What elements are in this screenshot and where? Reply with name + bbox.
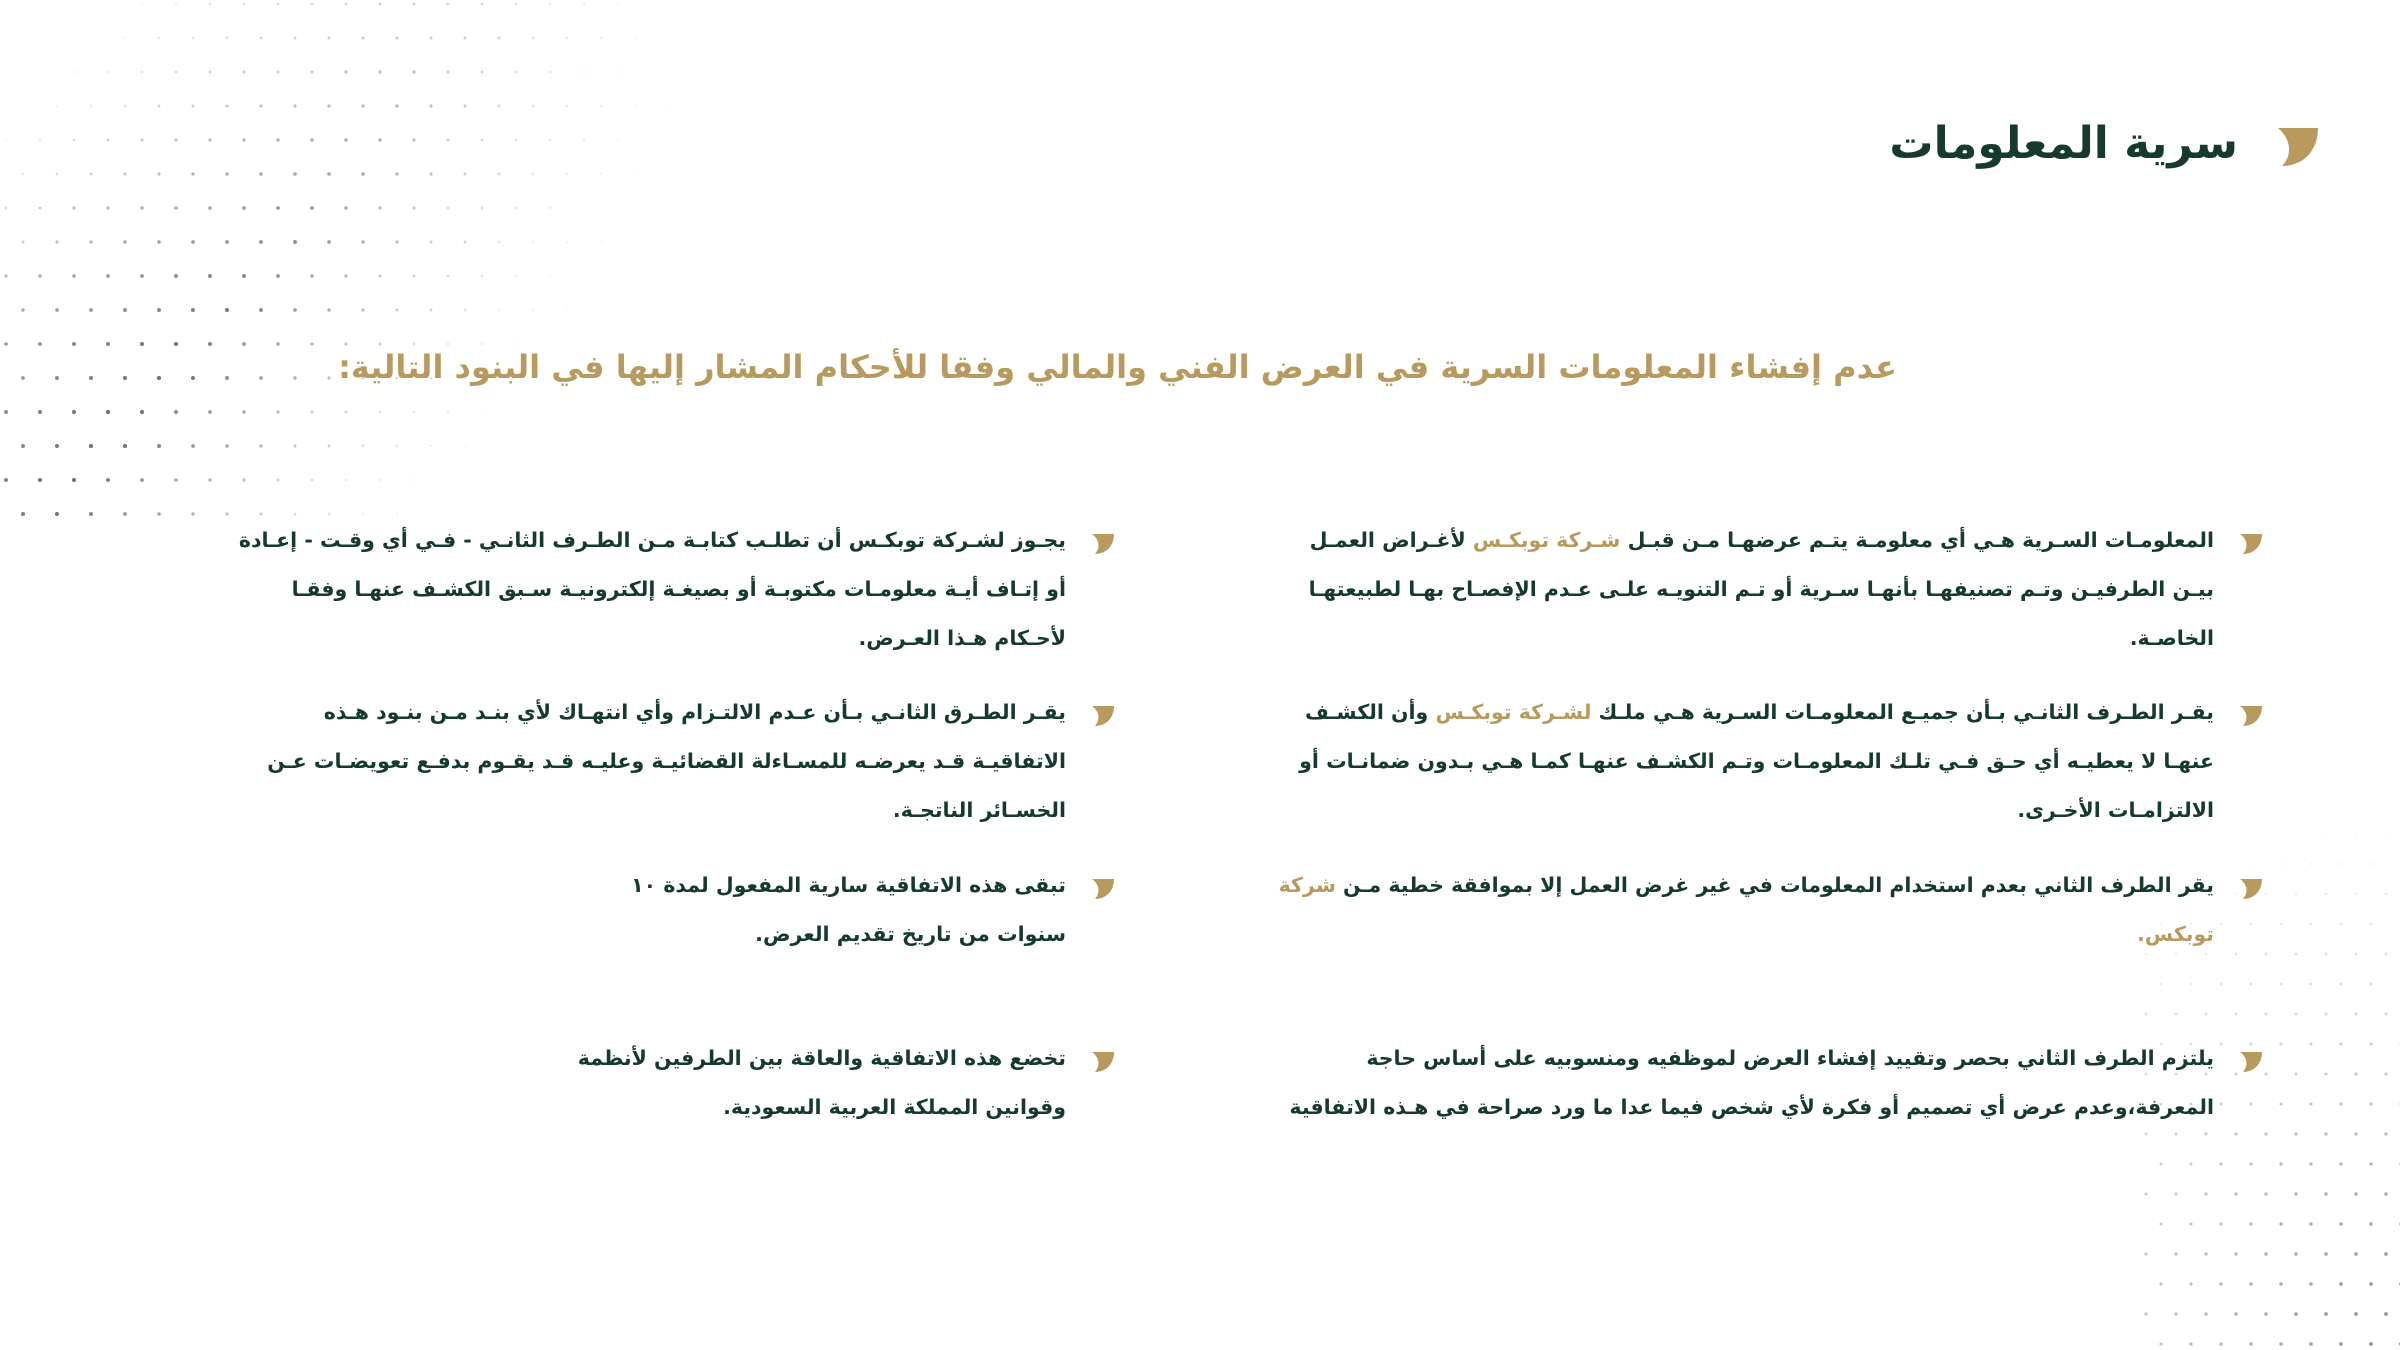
company-name-highlight: لشـركة توبكـس <box>1435 700 1592 724</box>
company-name-highlight: شركة توبكس. <box>1278 873 2214 946</box>
clause-text: يقر الطرف الثاني بعدم استخدام المعلومات في غير غرض العمل إلا بموافقة خطية مـن شركة توبكس. <box>1278 873 2214 946</box>
leaf-bullet-icon <box>2240 534 2262 554</box>
leaf-bullet-icon <box>1092 534 1114 554</box>
clause-text: تبقى هذه الاتفاقية سارية المفعول لمدة ١٠ سنوات من تاريخ تقديم العرض. <box>631 873 1066 946</box>
company-name-highlight: شـركة توبكـس <box>1472 528 1621 552</box>
leaf-bullet-icon <box>2240 1052 2262 1072</box>
section-subtitle: عدم إفشاء المعلومات السرية في العرض الفني والمالي وفقا للأحكام المشار إليها في البنود التالية: <box>338 348 1897 386</box>
clause-text: المعلومـات السـرية هـي أي معلومـة يتـم عرضهـا مـن قبـل شـركة توبكـس لأغـراض العمـل بيـن الطرفيـن وتـم تصنيفهـا بأنهـا سـرية أو تـم التنويـه علـى عـدم الإفصـاح بهـا لطبيعتهـا الخاصـة. <box>1308 528 2214 650</box>
leaf-bullet-icon <box>2240 706 2262 726</box>
clause-text: يلتزم الطرف الثاني بحصر وتقييد إفشاء العرض لموظفيه ومنسوبيه على أساس حاجة المعرفة،وعدم عرض أي تصميم أو فكرة لأي شخص فيما عدا ما ورد صراحة في هـذه الاتفاقية <box>1289 1046 2214 1119</box>
leaf-bullet-icon <box>1092 1052 1114 1072</box>
decorative-dots-top-left <box>0 0 760 520</box>
clause-text: يقـر الطـرف الثانـي بـأن جميـع المعلومـات السـرية هـي ملـك لشـركة توبكـس وأن الكشـف عنهـا لا يعطيـه أي حـق فـي تلـك المعلومـات وتـم الكشـف عنهـا كمـا هـي بـدون ضمانـات أو الالتزامـات الأخـرى. <box>1299 700 2214 822</box>
clause-text: يجـوز لشـركة توبكـس أن تطلـب كتابـة مـن الطـرف الثانـي - فـي أي وقـت - إعـادة أو إتـاف أيـة معلومـات مكتوبـة أو بصيغـة إلكترونيـة سـبق الكشـف عنهـا وفقـا لأحـكام هـذا العـرض. <box>238 528 1066 650</box>
page-title: سرية المعلومات <box>1889 118 2238 169</box>
leaf-bullet-icon <box>2240 879 2262 899</box>
leaf-bullet-icon <box>1092 879 1114 899</box>
leaf-bullet-icon <box>2278 128 2318 166</box>
clause-text: تخضع هذه الاتفاقية والعاقة بين الطرفين لأنظمة وقوانين المملكة العربية السعودية. <box>577 1046 1066 1119</box>
clause-text: يقـر الطـرق الثانـي بـأن عـدم الالتـزام وأي انتهـاك لأي بنـد مـن بنـود هـذه الاتفاقيـة قـد يعرضـه للمسـاءلة القضائيـة وعليـه قـد يقـوم بدفـع تعويضـات عـن الخسـائر الناتجـة. <box>267 700 1066 822</box>
leaf-bullet-icon <box>1092 706 1114 726</box>
